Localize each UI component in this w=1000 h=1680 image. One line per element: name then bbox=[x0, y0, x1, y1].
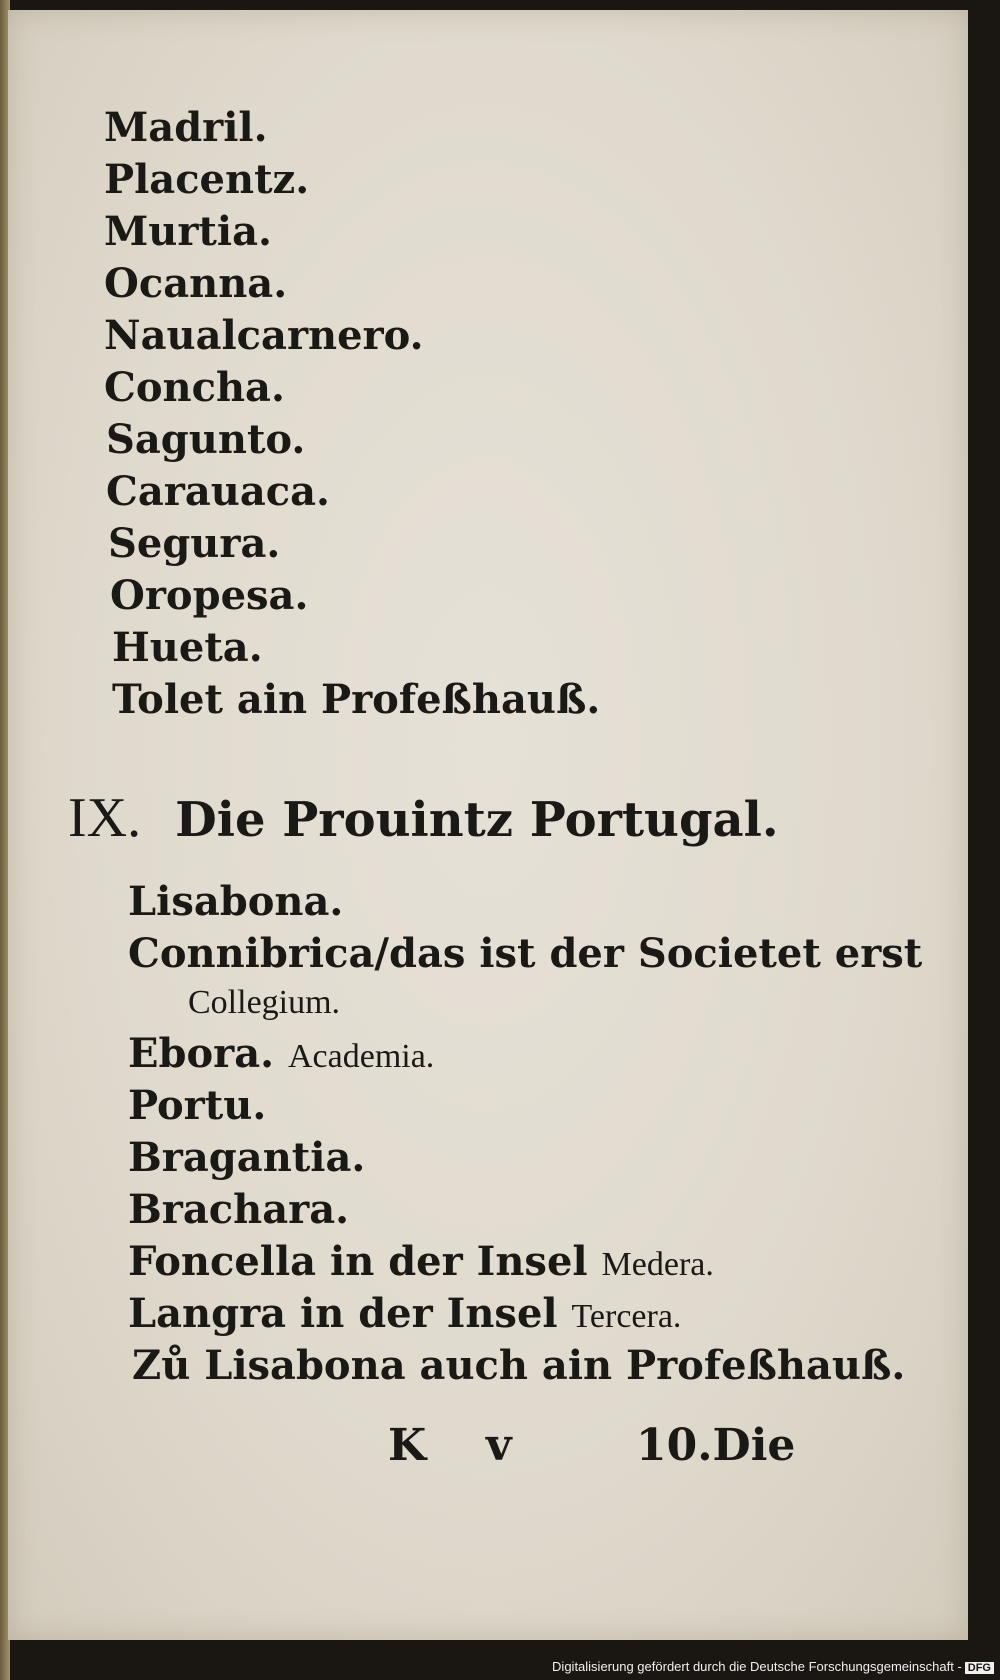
list-item-text: Langra in der Insel bbox=[128, 1290, 558, 1337]
list-item: Segura. bbox=[108, 520, 281, 567]
list-item: Naualcarnero. bbox=[104, 312, 424, 359]
list-item: Placentz. bbox=[104, 156, 310, 203]
dfg-logo: DFG bbox=[965, 1662, 994, 1674]
list-item: Carauaca. bbox=[106, 468, 330, 515]
section-heading bbox=[68, 787, 779, 849]
list-item: Bragantia. bbox=[128, 1134, 366, 1181]
list-item: Zů Lisabona auch ain Profeßhauß. bbox=[132, 1342, 906, 1389]
list-item bbox=[128, 1238, 714, 1285]
signature-number: v bbox=[486, 1420, 512, 1471]
list-item bbox=[128, 1290, 682, 1337]
section-number: IX. bbox=[68, 787, 142, 849]
catchword: 10.Die bbox=[636, 1420, 796, 1471]
list-item: Murtia. bbox=[104, 208, 272, 255]
list-item: Brachara. bbox=[128, 1186, 350, 1233]
list-item: Portu. bbox=[128, 1082, 267, 1129]
list-item: Concha. bbox=[104, 364, 285, 411]
digitization-credit bbox=[552, 1659, 994, 1674]
list-item: Hueta. bbox=[112, 624, 263, 671]
list-item: Oropesa. bbox=[110, 572, 309, 619]
list-item: Connibrica/das ist der Societet erst bbox=[128, 930, 923, 977]
list-item: Sagunto. bbox=[106, 416, 306, 463]
list-item: Ocanna. bbox=[104, 260, 288, 307]
list-item-latin: Academia. bbox=[288, 1038, 435, 1075]
list-item: Madril. bbox=[104, 104, 268, 151]
section-title: Die Prouintz Portugal. bbox=[175, 792, 779, 848]
list-item-text: Ebora. bbox=[128, 1030, 275, 1077]
credit-text: Digitalisierung gefördert durch die Deutsche Forschungsgemeinschaft - bbox=[552, 1659, 962, 1674]
list-item-latin: Tercera. bbox=[571, 1298, 682, 1335]
list-item-latin: Medera. bbox=[601, 1246, 714, 1283]
list-item-text: Foncella in der Insel bbox=[128, 1238, 588, 1285]
book-page bbox=[8, 10, 968, 1640]
list-item-continuation: Collegium. bbox=[188, 984, 341, 1021]
list-item: Lisabona. bbox=[128, 878, 344, 925]
list-item bbox=[128, 1030, 435, 1077]
signature-mark: K bbox=[388, 1420, 427, 1471]
list-item: Tolet ain Profeßhauß. bbox=[112, 676, 601, 723]
